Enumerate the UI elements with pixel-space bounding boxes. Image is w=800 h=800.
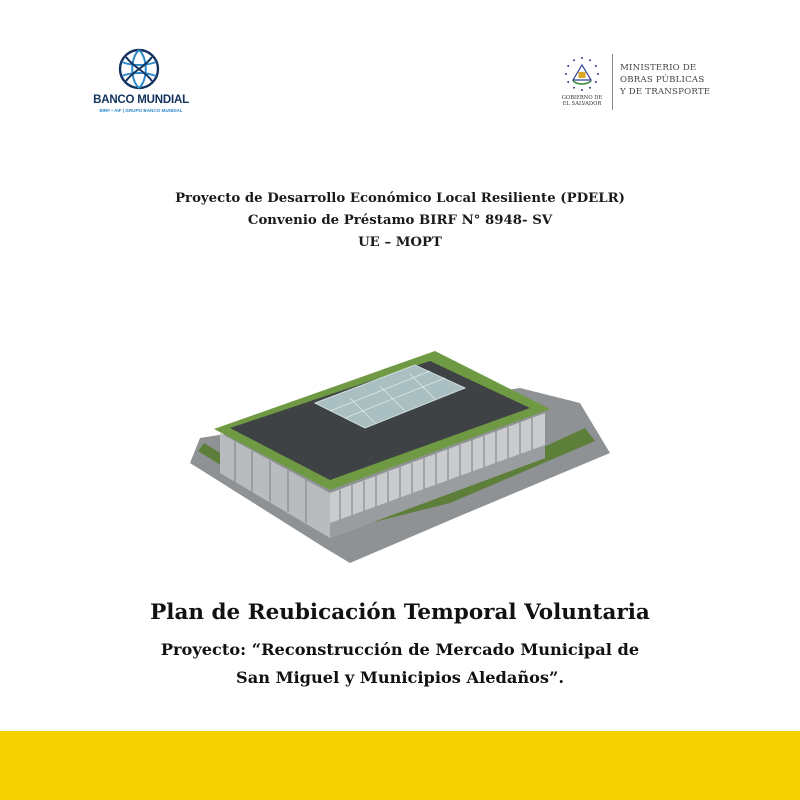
project-heading (0, 188, 800, 254)
seal-caption-line1: GOBIERNO DE (561, 95, 603, 101)
world-bank-globe-icon (118, 48, 160, 90)
plan-subtitle (0, 636, 800, 692)
world-bank-name: BANCO MUNDIAL (93, 94, 189, 106)
seal-caption (556, 95, 608, 107)
seal-caption-line2: EL SALVADOR (562, 101, 602, 107)
ministry-line1: MINISTERIO DE (620, 63, 697, 73)
el-salvador-seal-icon (562, 54, 602, 94)
executing-unit: UE – MOPT (358, 235, 442, 250)
market-building-rendering (190, 333, 610, 563)
logo-divider (612, 54, 613, 110)
plan-title: Plan de Reubicación Temporal Voluntaria (150, 600, 650, 625)
project-name: Proyecto de Desarrollo Económico Local Resiliente (PDELR) (175, 191, 625, 206)
government-ministry-logo (556, 52, 726, 116)
ministry-name (620, 62, 730, 98)
footer-band (0, 731, 800, 800)
ministry-line2: OBRAS PÚBLICAS (620, 75, 705, 85)
plan-subtitle-line2: San Miguel y Municipios Aledaños”. (236, 668, 564, 687)
loan-agreement: Convenio de Préstamo BIRF N° 8948- SV (247, 213, 553, 228)
world-bank-subtitle: BIRF • AIF | GRUPO BANCO MUNDIAL (99, 108, 183, 113)
plan-subtitle-line1: Proyecto: “Reconstrucción de Mercado Municipal de (160, 640, 640, 659)
ministry-line3: Y DE TRANSPORTE (620, 87, 711, 97)
world-bank-logo (86, 48, 196, 118)
